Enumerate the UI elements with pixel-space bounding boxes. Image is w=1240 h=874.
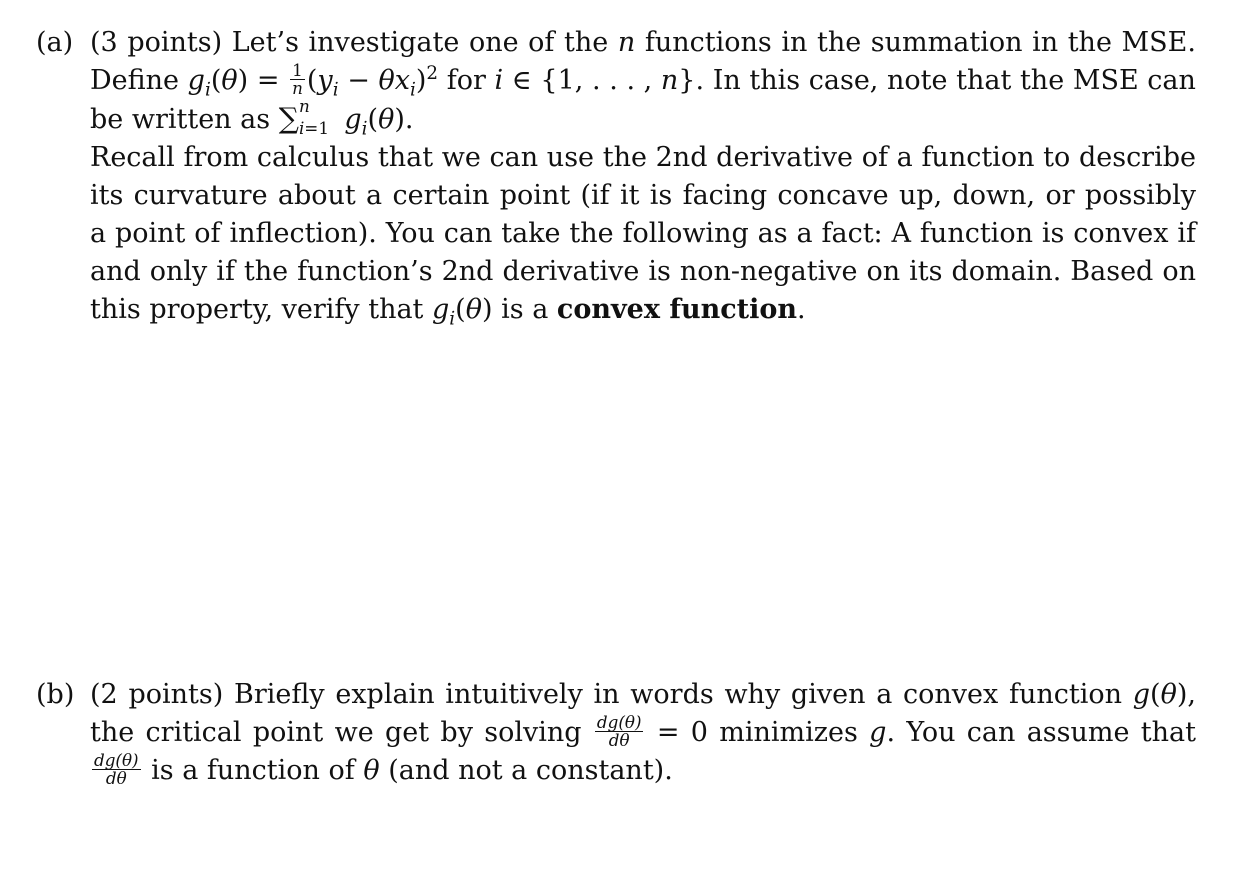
math-g: g bbox=[869, 717, 887, 748]
problem-a-paragraph-2 bbox=[90, 139, 1196, 329]
problem-b-text-2: , the critical point we get by solving bbox=[90, 679, 1196, 748]
math-g-definition: $g_i(\theta)$ = $\frac{1}{n}$ $(y_i - \theta x_i)^2$ bbox=[187, 59, 439, 101]
convex-function-term: convex function bbox=[556, 294, 798, 325]
problem-b-text-4: is a function of bbox=[151, 755, 355, 786]
math-theta: θ bbox=[363, 755, 380, 786]
problem-a-intro-rest: functions in the summation in the MSE. bbox=[644, 27, 1196, 58]
fraction-one-over-n: $\frac{1}{n}$ bbox=[292, 59, 303, 99]
math-index-set: i ∈ {1, . . . , n}. bbox=[494, 65, 705, 96]
equals-zero-text: = 0 minimizes bbox=[656, 717, 858, 748]
for-word: for bbox=[446, 65, 486, 96]
problem-b-body bbox=[90, 676, 1196, 790]
problem-a-body bbox=[90, 24, 1196, 329]
problem-a-paragraph-1 bbox=[90, 24, 1196, 139]
define-word: Define bbox=[90, 65, 180, 96]
math-g-theta: g(θ) bbox=[1132, 679, 1188, 710]
problem-b-label: (b) bbox=[36, 679, 75, 710]
math-g-i-theta: $g_i(\theta)$ bbox=[432, 294, 493, 330]
problem-b-text-1: Briefly explain intuitively in words why given a convex function bbox=[233, 679, 1122, 710]
problem-b-paragraph bbox=[90, 676, 1196, 790]
problem-b bbox=[36, 676, 1196, 790]
derivative-fraction-2: $\frac{dg(\theta)}{d\theta}$ bbox=[94, 749, 139, 789]
problem-a-points: (3 points) bbox=[90, 27, 223, 58]
is-a-text: is a bbox=[501, 294, 549, 325]
problem-b-text-5: (and not a constant). bbox=[388, 755, 673, 786]
problem-b-text-3: . You can assume that bbox=[886, 717, 1196, 748]
math-summation: ∑ n i=1 $g_i(\theta)$. bbox=[278, 95, 414, 140]
problem-a-mse-note: In this case, note that the MSE can be written as bbox=[90, 65, 1196, 135]
end-period: . bbox=[797, 294, 806, 325]
derivative-fraction-1: $\frac{dg(\theta)}{d\theta}$ bbox=[596, 711, 642, 751]
problem-a-intro: Let’s investigate one of the bbox=[231, 27, 609, 58]
problem-b-points: (2 points) bbox=[90, 679, 224, 710]
problem-a-label: (a) bbox=[36, 27, 74, 58]
problem-a bbox=[36, 24, 1196, 329]
problem-a-recall-text: Recall from calculus that we can use the 2nd derivative of a function to describe its curvature about a certain point (if it is facing concave up, down, or possibly a point of inflection). You can take the following as a fact: A function is convex if and only if the function’s 2nd derivative is non-negative on its domain. Based on this property, verify that bbox=[90, 142, 1196, 325]
math-n: n bbox=[617, 27, 636, 58]
